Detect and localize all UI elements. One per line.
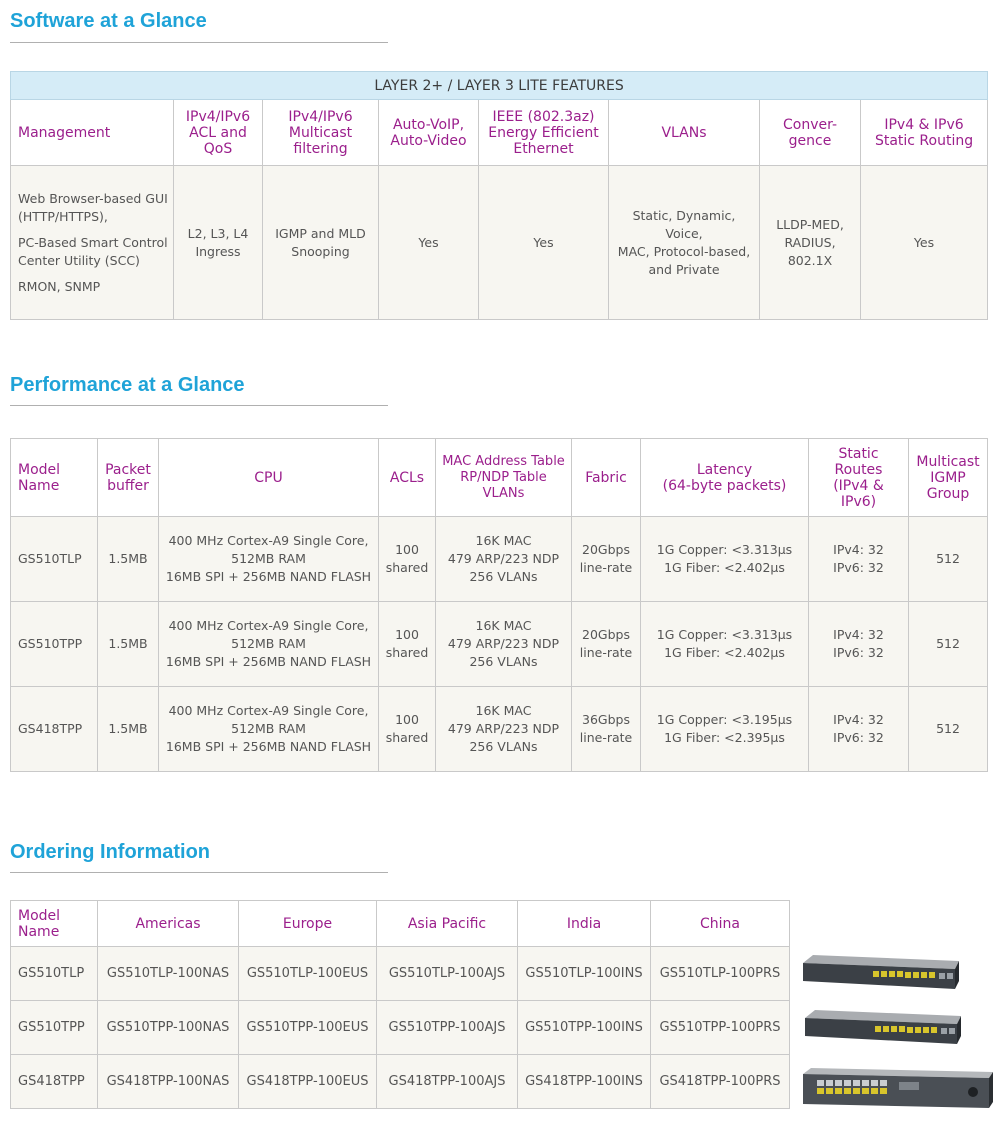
- switch-gs510tpp-image: [805, 1010, 961, 1048]
- performance-cell-latency: [641, 517, 809, 602]
- text-line: GS510TPP: [18, 636, 83, 651]
- text-line: 1.5MB: [108, 721, 148, 736]
- text-line: 512MB RAM: [231, 551, 306, 566]
- text-line: Yes: [533, 234, 554, 250]
- ordering-section-title: Ordering Information: [10, 841, 210, 863]
- text-line: LLDP-MED,: [776, 216, 844, 232]
- text-line: CPU: [254, 469, 283, 486]
- header-mac-table: [436, 439, 572, 517]
- performance-cell-cpu: [159, 517, 379, 602]
- performance-cell-buffer: [98, 517, 159, 602]
- text-line: gence: [788, 132, 832, 149]
- text-line: 100: [395, 712, 419, 727]
- header-static-routing: [861, 100, 988, 166]
- performance-cell-acls: [379, 687, 436, 772]
- text-line: Auto-VoIP,: [392, 116, 465, 133]
- ordering-sku-cell: GS510TPP-100PRS: [651, 1001, 790, 1055]
- performance-cell-routes: [809, 517, 909, 602]
- performance-cell-fabric: [572, 602, 641, 687]
- text-line: India: [566, 915, 602, 932]
- eee-value: [479, 166, 609, 320]
- ordering-sku-cell: GS510TLP-100INS: [518, 947, 651, 1001]
- ordering-sku-cell: GS418TPP-100INS: [518, 1055, 651, 1109]
- ordering-sku-cell: GS510TPP-100INS: [518, 1001, 651, 1055]
- ordering-sku-cell: GS418TPP-100EUS: [239, 1055, 377, 1109]
- ordering-sku-cell: GS418TPP-100PRS: [651, 1055, 790, 1109]
- ordering-row: [11, 1001, 790, 1055]
- performance-header-row: [11, 439, 988, 517]
- text-line: VLANs: [661, 124, 707, 141]
- text-line: 256 VLANs: [469, 654, 538, 669]
- text-line: 512MB RAM: [231, 636, 306, 651]
- ordering-section-rule: [10, 872, 388, 873]
- text-line: IPv6): [840, 493, 877, 510]
- text-line: Model: [18, 461, 61, 478]
- text-line: Routes: [834, 461, 883, 478]
- text-line: RP/NDP Table: [460, 469, 547, 485]
- header-multicast-filtering: [263, 100, 379, 166]
- text-line: 1.5MB: [108, 636, 148, 651]
- performance-cell-model: [11, 687, 98, 772]
- performance-cell-igmp: [909, 517, 988, 602]
- header-fabric: [572, 439, 641, 517]
- text-line: line-rate: [579, 560, 633, 575]
- header-acls: [379, 439, 436, 517]
- management-cell: [11, 166, 174, 320]
- text-line: 479 ARP/223 NDP: [447, 551, 560, 566]
- text-line: IPv4/IPv6: [288, 108, 353, 125]
- header-model-name: [11, 901, 98, 947]
- header-convergence: [760, 100, 861, 166]
- text-line: buffer: [107, 477, 149, 494]
- ordering-sku-cell: GS510TPP-100NAS: [98, 1001, 239, 1055]
- text-line: 512MB RAM: [231, 721, 306, 736]
- text-line: IPv4: 32: [833, 712, 884, 727]
- text-line: Conver-: [782, 116, 838, 133]
- header-vlans: [609, 100, 760, 166]
- text-line: 1G Copper: <3.313μs: [656, 542, 793, 557]
- header-china: [651, 901, 790, 947]
- text-line: IPv6: 32: [833, 560, 884, 575]
- text-line: Name: [18, 477, 60, 494]
- ordering-sku-cell: GS510TLP-100PRS: [651, 947, 790, 1001]
- text-line: MAC Address Table: [442, 453, 565, 469]
- text-line: shared: [385, 730, 429, 745]
- header-asia-pacific: [377, 901, 518, 947]
- text-line: IPv4/IPv6: [185, 108, 251, 125]
- ordering-sku-cell: GS510TLP-100AJS: [377, 947, 518, 1001]
- performance-row: [11, 602, 988, 687]
- software-section-rule: [10, 42, 388, 43]
- ordering-sku-cell: GS418TPP-100AJS: [377, 1055, 518, 1109]
- management-line: PC-Based Smart Control Center Utility (SCC): [18, 234, 168, 268]
- text-line: 1G Copper: <3.195μs: [656, 712, 793, 727]
- text-line: shared: [385, 645, 429, 660]
- text-line: China: [700, 915, 740, 932]
- auto-voip-value: [379, 166, 479, 320]
- text-line: Static, Dynamic, Voice,: [632, 207, 736, 241]
- header-static-routes: [809, 439, 909, 517]
- header-management: [11, 100, 174, 166]
- text-line: 256 VLANs: [469, 569, 538, 584]
- performance-cell-igmp: [909, 687, 988, 772]
- switch-gs510tlp-image: [803, 955, 959, 993]
- header-india: [518, 901, 651, 947]
- management-line: Web Browser-based GUI (HTTP/HTTPS),: [18, 190, 168, 224]
- text-line: IPv4: 32: [833, 542, 884, 557]
- text-line: QoS: [203, 140, 233, 157]
- text-line: 802.1X: [787, 252, 833, 268]
- performance-cell-fabric: [572, 517, 641, 602]
- text-line: Group: [926, 485, 970, 502]
- text-line: 1G Fiber: <2.402μs: [664, 645, 785, 660]
- switch-gs418tpp-image: [803, 1068, 993, 1110]
- header-model-name: [11, 439, 98, 517]
- performance-cell-routes: [809, 687, 909, 772]
- text-line: Model: [18, 907, 61, 924]
- text-line: and Private: [648, 261, 720, 277]
- management-line: RMON, SNMP: [18, 278, 101, 294]
- text-line: (64-byte packets): [662, 477, 787, 494]
- text-line: VLANs: [482, 485, 525, 501]
- text-line: 479 ARP/223 NDP: [447, 636, 560, 651]
- text-line: GS418TPP: [18, 721, 83, 736]
- ordering-table: [10, 900, 790, 1109]
- performance-cell-buffer: [98, 602, 159, 687]
- text-line: 512: [936, 721, 960, 736]
- text-line: Name: [18, 923, 60, 940]
- text-line: 100: [395, 542, 419, 557]
- text-line: Management: [18, 124, 111, 141]
- text-line: IPv6: 32: [833, 730, 884, 745]
- text-line: Snooping: [291, 243, 350, 259]
- performance-cell-mac: [436, 517, 572, 602]
- text-line: Fabric: [585, 469, 627, 486]
- software-table: [10, 71, 988, 320]
- ordering-model-cell: GS510TPP: [11, 1001, 98, 1055]
- header-cpu: [159, 439, 379, 517]
- acl-qos-value: [174, 166, 263, 320]
- performance-cell-igmp: [909, 602, 988, 687]
- text-line: Static: [838, 445, 879, 462]
- text-line: 16K MAC: [475, 618, 532, 633]
- text-line: 512: [936, 551, 960, 566]
- text-line: IGMP and MLD: [275, 225, 366, 241]
- vlans-value: [609, 166, 760, 320]
- ordering-sku-cell: GS510TPP-100EUS: [239, 1001, 377, 1055]
- text-line: 479 ARP/223 NDP: [447, 721, 560, 736]
- performance-cell-routes: [809, 602, 909, 687]
- text-line: Americas: [135, 915, 201, 932]
- performance-table: [10, 438, 988, 772]
- text-line: Multicast: [288, 124, 353, 141]
- text-line: Ingress: [195, 243, 241, 259]
- ordering-sku-cell: GS510TLP-100NAS: [98, 947, 239, 1001]
- performance-cell-cpu: [159, 687, 379, 772]
- text-line: 16K MAC: [475, 703, 532, 718]
- text-line: RADIUS,: [784, 234, 836, 250]
- header-eee: [479, 100, 609, 166]
- software-header-row: [11, 100, 988, 166]
- performance-cell-mac: [436, 602, 572, 687]
- text-line: 1G Fiber: <2.402μs: [664, 560, 785, 575]
- text-line: GS510TLP: [18, 551, 82, 566]
- performance-cell-buffer: [98, 687, 159, 772]
- text-line: Packet: [105, 461, 151, 478]
- ordering-row: [11, 947, 790, 1001]
- text-line: L2, L3, L4: [187, 225, 249, 241]
- text-line: 512: [936, 636, 960, 651]
- text-line: ACL and: [189, 124, 247, 141]
- text-line: ACLs: [389, 469, 425, 486]
- performance-cell-cpu: [159, 602, 379, 687]
- performance-section-title: Performance at a Glance: [10, 374, 245, 396]
- text-line: Yes: [418, 234, 439, 250]
- text-line: 36Gbps: [582, 712, 630, 727]
- text-line: 20Gbps: [582, 627, 630, 642]
- text-line: Europe: [282, 915, 333, 932]
- text-line: Multicast: [916, 453, 980, 470]
- features-banner: LAYER 2+ / LAYER 3 LITE FEATURES: [11, 72, 988, 100]
- text-line: shared: [385, 560, 429, 575]
- static-routing-value: [861, 166, 988, 320]
- text-line: Static Routing: [874, 132, 974, 149]
- ordering-sku-cell: GS510TPP-100AJS: [377, 1001, 518, 1055]
- performance-cell-acls: [379, 602, 436, 687]
- performance-cell-latency: [641, 602, 809, 687]
- text-line: IPv4: 32: [833, 627, 884, 642]
- performance-cell-model: [11, 517, 98, 602]
- text-line: 16MB SPI + 256MB NAND FLASH: [165, 654, 372, 669]
- text-line: 400 MHz Cortex-A9 Single Core,: [168, 533, 369, 548]
- performance-cell-mac: [436, 687, 572, 772]
- text-line: MAC, Protocol-based,: [617, 243, 751, 259]
- text-line: Yes: [913, 234, 935, 250]
- header-auto-voip: [379, 100, 479, 166]
- text-line: Auto-Video: [390, 132, 467, 149]
- text-line: 16MB SPI + 256MB NAND FLASH: [165, 569, 372, 584]
- text-line: 20Gbps: [582, 542, 630, 557]
- multicast-filtering-value: [263, 166, 379, 320]
- header-americas: [98, 901, 239, 947]
- text-line: (IPv4 &: [833, 477, 884, 494]
- header-multicast-igmp: [909, 439, 988, 517]
- ordering-row: [11, 1055, 790, 1109]
- performance-row: [11, 517, 988, 602]
- performance-row: [11, 687, 988, 772]
- text-line: 16MB SPI + 256MB NAND FLASH: [165, 739, 372, 754]
- text-line: IGMP: [930, 469, 966, 486]
- text-line: Ethernet: [513, 140, 574, 157]
- text-line: IPv4 & IPv6: [884, 116, 964, 133]
- performance-cell-latency: [641, 687, 809, 772]
- text-line: 100: [395, 627, 419, 642]
- text-line: 1G Fiber: <2.395μs: [664, 730, 785, 745]
- header-packet-buffer: [98, 439, 159, 517]
- text-line: Latency: [696, 461, 753, 478]
- text-line: filtering: [293, 140, 348, 157]
- performance-section-rule: [10, 405, 388, 406]
- ordering-sku-cell: GS510TLP-100EUS: [239, 947, 377, 1001]
- software-section-title: Software at a Glance: [10, 10, 207, 32]
- text-line: 1.5MB: [108, 551, 148, 566]
- text-line: Energy Efficient: [488, 124, 599, 141]
- header-acl-qos: [174, 100, 263, 166]
- header-europe: [239, 901, 377, 947]
- text-line: 400 MHz Cortex-A9 Single Core,: [168, 703, 369, 718]
- text-line: 16K MAC: [475, 533, 532, 548]
- text-line: 256 VLANs: [469, 739, 538, 754]
- text-line: line-rate: [579, 645, 633, 660]
- software-value-row: [11, 166, 988, 320]
- performance-cell-model: [11, 602, 98, 687]
- text-line: line-rate: [579, 730, 633, 745]
- ordering-model-cell: GS510TLP: [11, 947, 98, 1001]
- performance-cell-acls: [379, 517, 436, 602]
- text-line: Asia Pacific: [407, 915, 487, 932]
- convergence-value: [760, 166, 861, 320]
- text-line: IEEE (802.3az): [492, 108, 595, 125]
- performance-cell-fabric: [572, 687, 641, 772]
- header-latency: [641, 439, 809, 517]
- text-line: IPv6: 32: [833, 645, 884, 660]
- text-line: 1G Copper: <3.313μs: [656, 627, 793, 642]
- ordering-header-row: [11, 901, 790, 947]
- ordering-sku-cell: GS418TPP-100NAS: [98, 1055, 239, 1109]
- text-line: 400 MHz Cortex-A9 Single Core,: [168, 618, 369, 633]
- ordering-model-cell: GS418TPP: [11, 1055, 98, 1109]
